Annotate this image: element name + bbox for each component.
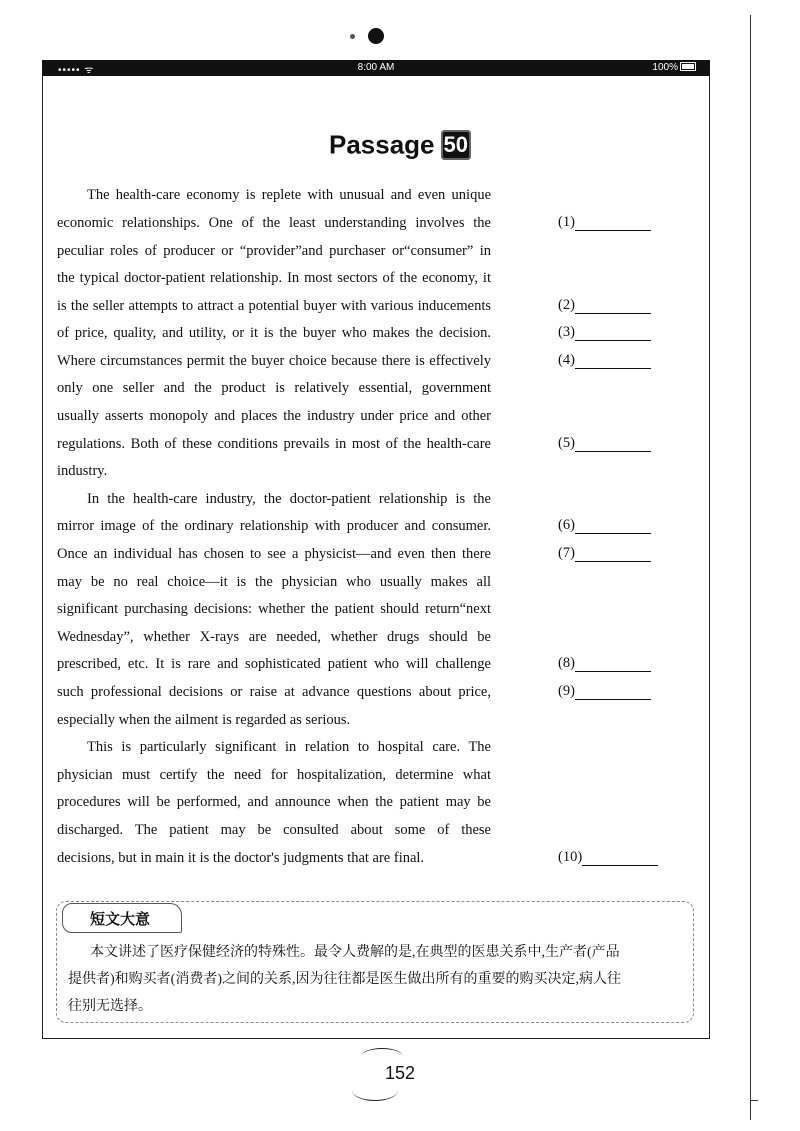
page-edge-rule [750,15,751,1120]
passage-line: decisions, but in main it is the doctor's judgments that are final. [57,850,425,866]
answer-blank[interactable] [558,849,658,866]
blank-rule [575,547,651,562]
passage-line: significant purchasing decisions: whether the patient should return“next [57,601,491,617]
blank-rule [582,851,658,866]
answer-blank[interactable] [558,683,651,700]
camera-sensor [350,34,355,39]
passage-line: may be no real choice—it is the physician who usually makes all [57,574,491,590]
blank-rule [575,685,651,700]
status-bar [42,60,710,76]
passage-number-badge: 50 [441,130,471,160]
passage-line: of price, quality, and utility, or it is the buyer who makes the decision. [57,325,491,341]
camera-lens [368,28,384,44]
passage-line: industry. [57,463,108,479]
blank-label: (3) [558,324,575,340]
blank-label: (6) [558,517,575,533]
page-number-ornament-top [362,1048,402,1063]
answer-blank[interactable] [558,214,651,231]
page-number-ornament-bottom [352,1080,398,1101]
passage-title-word: Passage [328,129,435,160]
passage-line: only one seller and the product is relatively essential, government [57,380,491,396]
answer-blank[interactable] [558,297,651,314]
passage-line: physician must certify the need for hospitalization, determine what [57,767,491,783]
blank-rule [575,519,651,534]
blank-rule [575,216,651,231]
battery-indicator [652,62,696,73]
answer-blank[interactable] [558,324,651,341]
passage-line: economic relationships. One of the least understanding involves the [57,215,491,231]
blank-label: (5) [558,435,575,451]
answer-blank[interactable] [558,352,651,369]
signal-indicator: ••••• ᯤ [58,65,95,76]
blank-label: (8) [558,655,575,671]
blank-label: (7) [558,545,575,561]
passage-line: The health-care economy is replete with unusual and even unique [87,187,491,203]
passage-title [0,128,800,161]
summary-title: 短文大意 [90,912,151,928]
blank-label: (9) [558,683,575,699]
battery-icon [680,62,696,71]
blank-rule [575,299,651,314]
answer-blank[interactable] [558,517,651,534]
blank-label: (10) [558,849,583,865]
passage-line: the typical doctor-patient relationship. In most sectors of the economy, it [57,270,491,286]
page-number: 152 [384,1063,416,1083]
passage-line: especially when the ailment is regarded as serious. [57,712,351,728]
page-edge-tick [750,1100,758,1101]
passage-line: prescribed, etc. It is rare and sophisticated patient who will challenge [57,656,491,672]
blank-rule [575,326,651,341]
answer-blank[interactable] [558,655,651,672]
passage-line: peculiar roles of producer or “provider”and purchaser or“consumer” in [57,243,491,259]
passage-line: Once an individual has chosen to see a physicist—and even then there [57,546,491,562]
passage-line: Where circumstances permit the buyer choice because there is effectively [57,353,491,369]
summary-line: 提供者)和购买者(消费者)之间的关系,因为往往都是医生做出所有的重要的购买决定,病人往 [68,972,621,987]
passage-line: In the health-care industry, the doctor-patient relationship is the [87,491,491,507]
status-time: 8:00 AM [357,62,395,73]
summary-line: 往别无选择。 [68,999,152,1014]
summary-line: 本文讲述了医疗保健经济的特殊性。最令人费解的是,在典型的医患关系中,生产者(产品 [90,945,620,960]
passage-line: is the seller attempts to attract a potential buyer with various inducements [57,298,491,314]
passage-line: mirror image of the ordinary relationship with producer and consumer. [57,518,491,534]
battery-percent: 100% [652,62,678,73]
passage-line: discharged. The patient may be consulted about some of these [57,822,491,838]
blank-rule [575,437,651,452]
blank-rule [575,354,651,369]
answer-blank[interactable] [558,545,651,562]
blank-label: (1) [558,214,575,230]
passage-line: regulations. Both of these conditions prevails in most of the health-care [57,436,491,452]
blank-label: (2) [558,297,575,313]
passage-line: Wednesday”, whether X-rays are needed, whether drugs should be [57,629,491,645]
passage-line: usually asserts monopoly and places the industry under price and other [57,408,491,424]
blank-label: (4) [558,352,575,368]
passage-line: procedures will be performed, and announce when the patient may be [57,794,491,810]
passage-line: This is particularly significant in relation to hospital care. The [87,739,491,755]
passage-line: such professional decisions or raise at advance questions about price, [57,684,491,700]
answer-blank[interactable] [558,435,651,452]
blank-rule [575,657,651,672]
